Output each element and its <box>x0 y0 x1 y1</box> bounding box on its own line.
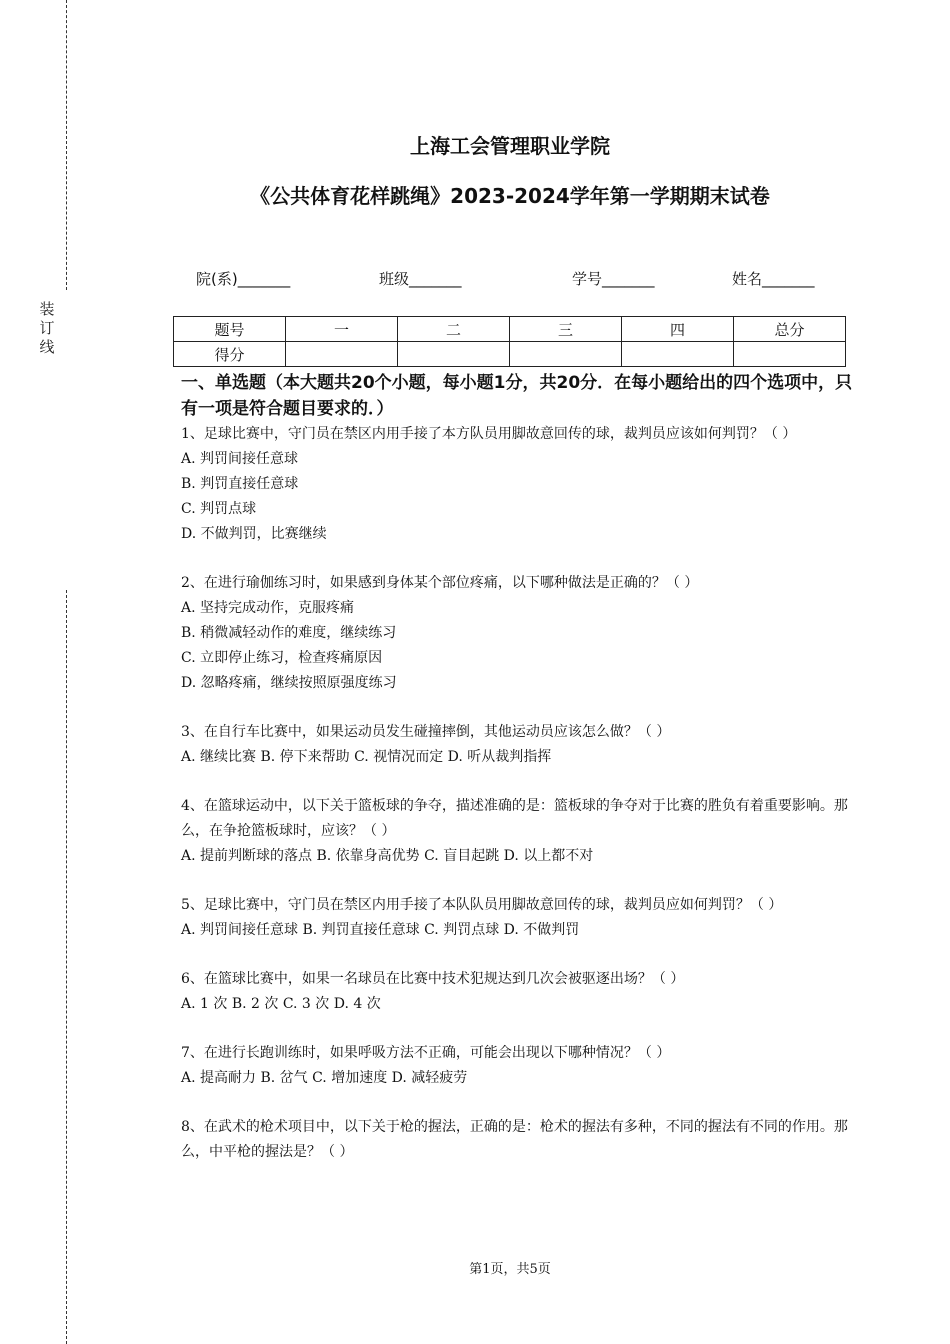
question-stem: 5、足球比赛中，守门员在禁区内用手接了本队队员用脚故意回传的球，裁判员应如何判罚？（ ） <box>181 897 783 913</box>
score-header-cell: 总分 <box>734 317 846 342</box>
question-option: D. 不做判罚，比赛继续 <box>181 526 327 542</box>
class-field: 班级_______ <box>379 270 462 288</box>
score-table-score-row <box>174 342 846 367</box>
binding-char: 订 <box>39 319 55 337</box>
question-stem: 7、在进行长跑训练时，如果呼吸方法不正确，可能会出现以下哪种情况？（ ） <box>181 1045 671 1061</box>
question-1 <box>181 422 853 547</box>
score-row-label: 得分 <box>174 342 286 367</box>
question-stem: 3、在自行车比赛中，如果运动员发生碰撞摔倒，其他运动员应该怎么做？（ ） <box>181 724 671 740</box>
question-option: A. 判罚间接任意球 B. 判罚直接任意球 C. 判罚点球 D. 不做判罚 <box>181 922 580 938</box>
exam-title: 《公共体育花样跳绳》2023-2024学年第一学期期末试卷 <box>250 184 770 208</box>
question-5 <box>181 893 853 943</box>
score-cell <box>286 342 398 367</box>
question-4 <box>181 794 853 869</box>
score-cell <box>510 342 622 367</box>
question-8 <box>181 1115 853 1165</box>
score-table <box>173 316 846 367</box>
question-2 <box>181 571 853 696</box>
dept-field: 院(系)_______ <box>196 270 291 288</box>
binding-char: 线 <box>39 338 55 356</box>
binding-char: 装 <box>39 300 55 318</box>
score-header-cell: 二 <box>398 317 510 342</box>
question-6 <box>181 967 853 1017</box>
question-option: C. 立即停止练习，检查疼痛原因 <box>181 650 383 666</box>
binding-label <box>38 300 56 357</box>
binding-line-bottom <box>66 590 67 1344</box>
question-option: A. 继续比赛 B. 停下来帮助 C. 视情况而定 D. 听从裁判指挥 <box>181 749 552 765</box>
question-option: C. 判罚点球 <box>181 501 257 517</box>
question-3 <box>181 720 853 770</box>
question-option: A. 判罚间接任意球 <box>181 451 299 467</box>
question-option: B. 稍微减轻动作的难度，继续练习 <box>181 625 397 641</box>
school-name: 上海工会管理职业学院 <box>410 134 610 158</box>
score-header-cell: 三 <box>510 317 622 342</box>
page-footer: 第1页，共5页 <box>469 1262 551 1277</box>
score-cell <box>734 342 846 367</box>
score-cell <box>622 342 734 367</box>
question-7 <box>181 1041 853 1091</box>
student-no-field: 学号_______ <box>572 270 655 288</box>
question-option: B. 判罚直接任意球 <box>181 476 299 492</box>
name-field: 姓名_______ <box>732 270 815 288</box>
score-table-header-row <box>174 317 846 342</box>
question-stem: 2、在进行瑜伽练习时，如果感到身体某个部位疼痛，以下哪种做法是正确的？（ ） <box>181 575 699 591</box>
exam-content <box>181 370 853 1165</box>
question-option: A. 提前判断球的落点 B. 依靠身高优势 C. 盲目起跳 D. 以上都不对 <box>181 848 594 864</box>
student-info-row <box>0 268 950 292</box>
question-stem: 4、在篮球运动中，以下关于篮板球的争夺，描述准确的是：篮板球的争夺对于比赛的胜负有着重要影响。那么，在争抢篮板球时，应该？（ ） <box>181 798 848 839</box>
question-option: D. 忽略疼痛，继续按照原强度练习 <box>181 675 397 691</box>
question-stem: 1、足球比赛中，守门员在禁区内用手接了本方队员用脚故意回传的球，裁判员应该如何判罚？（ ） <box>181 426 797 442</box>
section-heading: 一、单选题（本大题共20个小题，每小题1分，共20分．在每小题给出的四个选项中，只有一项是符合题目要求的．） <box>181 373 853 419</box>
question-stem: 8、在武术的枪术项目中，以下关于枪的握法，正确的是：枪术的握法有多种，不同的握法有不同的作用。那么，中平枪的握法是？（ ） <box>181 1119 848 1160</box>
question-stem: 6、在篮球比赛中，如果一名球员在比赛中技术犯规达到几次会被驱逐出场？（ ） <box>181 971 685 987</box>
score-header-cell: 题号 <box>174 317 286 342</box>
score-cell <box>398 342 510 367</box>
question-option: A. 提高耐力 B. 岔气 C. 增加速度 D. 减轻疲劳 <box>181 1070 468 1086</box>
score-header-cell: 四 <box>622 317 734 342</box>
score-header-cell: 一 <box>286 317 398 342</box>
question-option: A. 坚持完成动作，克服疼痛 <box>181 600 355 616</box>
question-option: A. 1 次 B. 2 次 C. 3 次 D. 4 次 <box>181 996 381 1012</box>
